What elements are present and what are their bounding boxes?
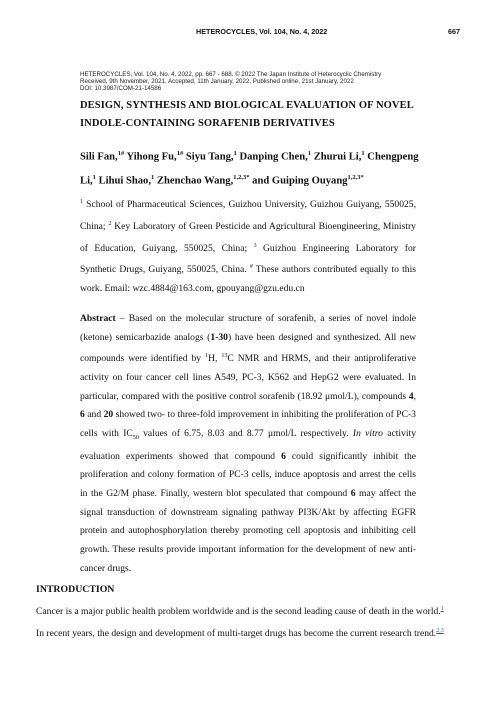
author-affiliation-mark: 1 xyxy=(92,173,96,181)
isotope-sup: 1 xyxy=(205,353,209,360)
abstract-text: values of 6.75, 8.03 and 8.77 μmol/L respectively. xyxy=(138,428,353,440)
author-affiliation-mark: 1,2,3* xyxy=(347,173,364,181)
paper-title xyxy=(80,97,420,133)
abstract-text: and xyxy=(84,409,104,421)
author-name: Sili Fan, xyxy=(80,151,118,163)
reference-link-1[interactable]: 1 xyxy=(440,606,444,612)
doi-line: DOI: 10.3987/COM-21-14586 xyxy=(80,85,162,93)
author-affiliation-mark: 1 xyxy=(361,150,365,157)
reference-link-2-3[interactable]: 2,3 xyxy=(436,627,444,634)
author-name: Siyu Tang, xyxy=(185,151,234,163)
author-name: Lihui Shao, xyxy=(98,175,151,187)
author-name: Chengpeng Li, xyxy=(80,151,419,187)
abstract-text: could significantly inhibit the proliferation and colony formation of PC-3 cells, induce apoptosis and arrest the cells in the G2/M phase. Finally, western blot speculated that compound xyxy=(80,450,416,499)
affil-note: These authors contributed equally to this work. Email: wzc.4884@163.com, gpouyang@gzu.edu.cn xyxy=(80,264,416,295)
affil-mark-3: 3 xyxy=(253,242,257,249)
intro-sentence: In recent years, the design and development of multi-target drugs has become the current research trend. xyxy=(36,628,437,640)
abstract-text: H, xyxy=(208,353,222,365)
affil-mark-1: 1 xyxy=(80,199,83,205)
author-name: Zhenchao Wang, xyxy=(156,175,234,187)
compound-ref: 20 xyxy=(103,409,114,421)
affiliations xyxy=(80,193,416,299)
citation-line: HETEROCYCLES, Vol. 104, No. 4, 2022, pp. 667 - 688. © 2022 The Japan Institute of Heterocyclic Chemistry xyxy=(80,71,382,78)
running-header xyxy=(0,27,496,39)
abstract-text: ) have been designed and synthesized. All new compounds were identified by xyxy=(80,331,417,365)
intro-line-1 xyxy=(36,600,460,622)
abstract-text: – Based on the molecular structure of sorafenib, a series of novel indole (ketone) semicarbazide analogs ( xyxy=(80,313,416,343)
title-line-2: INDOLE-CONTAINING SORAFENIB DERIVATIVES xyxy=(80,118,335,129)
author-name: and Guiping Ouyang xyxy=(252,175,348,187)
article-metadata xyxy=(80,71,450,93)
abstract-text: C NMR and HRMS, and their antiproliferative activity on four cancer cell lines A549, PC-3, K562 and HepG2 were evaluated. In particular, compared with the positive control sorafenib (18.92 μmol/L), compounds xyxy=(80,353,416,402)
intro-line-2 xyxy=(36,622,460,644)
compound-ref: 6 xyxy=(80,409,85,421)
ic50-sub: 50 xyxy=(132,435,139,442)
compound-ref: 4 xyxy=(408,390,414,402)
author-affiliation-mark: 1 xyxy=(151,173,155,181)
journal-header: HETEROCYCLES, Vol. 104, No. 4, 2022 xyxy=(196,27,328,36)
introduction-heading: INTRODUCTION xyxy=(36,584,115,595)
intro-sentence: Cancer is a major public health problem worldwide and is the second leading cause of death in the world. xyxy=(36,606,441,618)
title-line-1: DESIGN, SYNTHESIS AND BIOLOGICAL EVALUATION OF NOVEL xyxy=(80,100,414,111)
compound-ref: 6 xyxy=(350,488,356,499)
author-name: Zhurui Li, xyxy=(313,151,362,163)
affil-mark-4: # xyxy=(249,264,253,271)
author-affiliation-mark: 1# xyxy=(117,150,125,157)
introduction-text xyxy=(36,600,460,644)
dates-line: Received, 9th November, 2021, Accepted, 11th January, 2022, Published online, 21st January, 2022 xyxy=(80,78,354,86)
author-affiliation-mark: 1# xyxy=(176,150,184,157)
author-affiliation-mark: 1,2,3* xyxy=(233,173,250,181)
author-list xyxy=(80,144,420,191)
abstract-text: showed two- to three-fold improvement in inhibiting the proliferation of PC-3 cells with IC xyxy=(80,409,416,440)
compound-ref: 6 xyxy=(281,450,286,462)
compound-range: 1-30 xyxy=(210,331,228,343)
affil-mark-2: 2 xyxy=(108,220,112,227)
isotope-sup: 13 xyxy=(221,353,228,360)
page-number: 667 xyxy=(448,27,460,36)
abstract-text: , xyxy=(413,390,416,402)
author-affiliation-mark: 1 xyxy=(233,150,237,157)
abstract-text: activity evaluation experiments showed that compound xyxy=(80,428,416,462)
abstract xyxy=(80,310,416,578)
affil-1: School of Pharmaceutical Sciences, Guizhou University, Guizhou Guiyang, 550025, China; xyxy=(80,199,416,232)
in-vitro-italic: In vitro xyxy=(352,428,383,440)
author-name: Yihong Fu, xyxy=(126,151,177,163)
author-name: Danping Chen, xyxy=(239,151,308,163)
abstract-label: Abstract xyxy=(80,313,116,324)
abstract-text: may affect the signal transduction of downstream signaling pathway PI3K/Akt by affecting EGFR protein and autophosphorylation thereby promoting cell apoptosis and inhibiting cell growth. These results provide important information for the development of new anti-cancer drugs. xyxy=(80,488,416,574)
affil-2: Key Laboratory of Green Pesticide and Agricultural Bioengineering, Ministry of Education, Guiyang, 550025, China; xyxy=(80,220,416,254)
affil-3: Guizhou Engineering Laboratory for Synthetic Drugs, Guiyang, 550025, China. xyxy=(80,242,416,276)
author-affiliation-mark: 1 xyxy=(307,150,312,157)
